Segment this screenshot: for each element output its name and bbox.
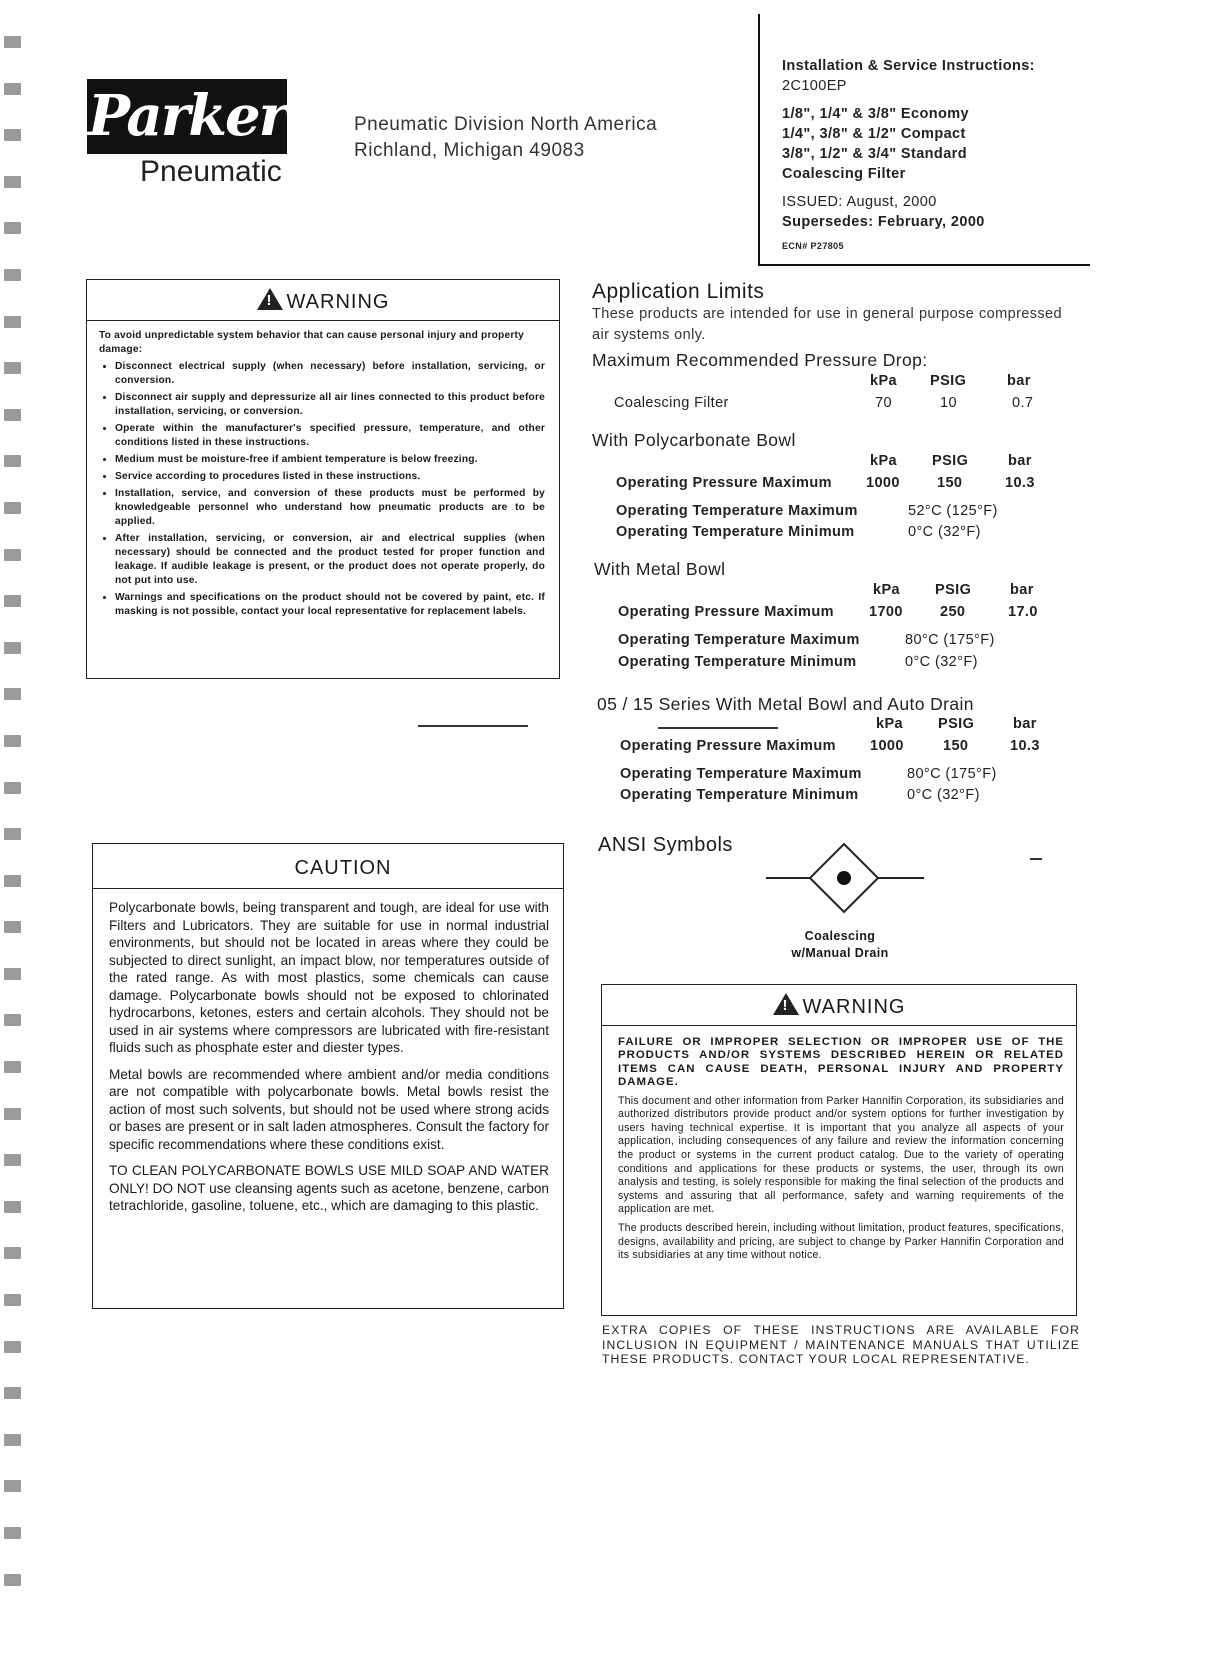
ansi-caption: Coalescing w/Manual Drain — [791, 929, 889, 960]
caution-box — [92, 843, 564, 1309]
scan-mark — [1030, 858, 1042, 860]
line-compact: 1/4", 3/8" & 1/2" Compact — [782, 126, 966, 142]
warning-item: • Medium must be moisture-free if ambient temperature is below freezing. — [115, 453, 545, 467]
warning-item: • Operate within the manufacturer's specified pressure, temperature, and other conditions listed in these instructions. — [115, 422, 545, 450]
division-city: Richland, Michigan 49083 — [354, 140, 585, 161]
extra-copies-note: EXTRA COPIES OF THESE INSTRUCTIONS ARE AVAILABLE FOR INCLUSION IN EQUIPMENT / MAINTENANCE MANUALS THAT UTILIZE THESE PRODUCTS. CONTACT YOUR LOCAL REPRESENTATIVE. — [602, 1323, 1080, 1366]
cleaning-rest: use cleansing agents such as acetone, benzene, carbon tetrachloride, gasoline, toluene, etc., which are damaging to this plastic. — [109, 1180, 549, 1213]
warning2-paragraph: The products described herein, including without limitation, product features, specifications, designs, availability and pricing, are subject to change by Parker Hannifin Corporation and its subsidiaries at any time without notice. — [618, 1221, 1064, 1262]
caution-body — [93, 889, 563, 1230]
caution-title: !CAUTION — [93, 844, 563, 889]
poly-bowl-title: With Polycarbonate Bowl — [592, 430, 796, 450]
warning-title: !WARNING — [87, 280, 559, 321]
warning-item: • Service according to procedures listed in these instructions. — [115, 470, 545, 484]
caution-paragraph: Metal bowls are recommended where ambient and/or media conditions are not compatible with polycarbonate bowls. Metal bowls resist the action of most such solvents, but should not be used where strong acids or bases are present or in salt laden atmospheres. Consult the factory for specific recommendations where these conditions exist. — [109, 1066, 549, 1152]
warning2-paragraph: This document and other information from Parker Hannifin Corporation, its subsidiaries and authorized distributors provide product and/or system options for further investigation by users having technical expertise. It is important that you analyze all aspects of your application, including consequences of any failure and review the information concerning the product or systems in the current product catalog. Due to the variety of operating conditions and applications for these products or systems, the user, through its own analysis and testing, is solely responsible for making the final selection of the products and systems and assuring that all performance, safety and warning requirements of the application are met. — [618, 1094, 1064, 1216]
line-economy: 1/8", 1/4" & 3/8" Economy — [782, 106, 969, 122]
line-filter: Coalescing Filter — [782, 166, 906, 182]
parker-logo: Parker — [87, 79, 287, 154]
application-limits-desc: These products are intended for use in general purpose compressed air systems only. — [592, 306, 1062, 343]
header-divider-vertical — [758, 14, 760, 266]
binder-holes — [4, 36, 24, 1620]
issued-date: ISSUED: August, 2000 — [782, 194, 937, 210]
warning-intro: To avoid unpredictable system behavior that can cause personal injury and property damage: — [99, 330, 524, 355]
warning-triangle-icon — [257, 288, 283, 310]
coalescing-filter-symbol-icon — [760, 840, 930, 920]
warning-triangle-icon — [773, 993, 799, 1015]
cleaning-caps: TO CLEAN POLYCARBONATE BOWLS USE MILD SOAP AND WATER ONLY! DO NOT — [109, 1163, 549, 1196]
logo-subtitle: Pneumatic — [140, 155, 282, 188]
instructions-title: Installation & Service Instructions: — [782, 58, 1035, 74]
document-header — [782, 56, 1035, 256]
series-title: 05 / 15 Series With Metal Bowl and Auto Drain — [597, 694, 974, 714]
warning-item: • Installation, service, and conversion of these products must be performed by knowledgeable personnel who understand how pneumatic products are to be applied. — [115, 487, 545, 529]
warning-box-liability — [601, 984, 1077, 1316]
ansi-symbols-title: ANSI Symbols — [598, 834, 733, 856]
pressure-drop-title: Maximum Recommended Pressure Drop: — [592, 350, 928, 370]
supersedes-date: Supersedes: February, 2000 — [782, 214, 985, 230]
warning-item: • After installation, servicing, or conversion, air and electrical supplies (when necessary) should be connected and the product tested for proper function and leakage. If audible leakage is present, or the product does not operate properly, do not put into use. — [115, 532, 545, 588]
caution-paragraph — [109, 1162, 549, 1215]
warning-item: • Warnings and specifications on the product should not be covered by paint, etc. If masking is not possible, contact your local representative for replacement labels. — [115, 591, 545, 619]
metal-bowl-title: With Metal Bowl — [594, 559, 726, 579]
warning-box-safety — [86, 279, 560, 679]
header-divider-horizontal — [758, 264, 1090, 266]
warning2-title: !WARNING — [602, 985, 1076, 1026]
warning-item: • Disconnect electrical supply (when necessary) before installation, servicing, or conversion. — [115, 360, 545, 388]
ecn-number: ECN# P27805 — [782, 241, 844, 251]
division-name: Pneumatic Division North America — [354, 114, 658, 135]
scan-mark — [418, 725, 528, 727]
warning-body — [87, 321, 559, 628]
scan-mark — [658, 727, 778, 729]
warning-item: • Disconnect air supply and depressurize all air lines connected to this product before installation, servicing, or conversion. — [115, 391, 545, 419]
warning2-body — [602, 1026, 1076, 1272]
warning2-lead: FAILURE OR IMPROPER SELECTION OR IMPROPER USE OF THE PRODUCTS AND/OR SYSTEMS DESCRIBED HEREIN OR RELATED ITEMS CAN CAUSE DEATH, PERSONAL INJURY AND PROPERTY DAMAGE. — [618, 1036, 1064, 1089]
document-number: 2C100EP — [782, 78, 847, 94]
warning-list — [99, 360, 545, 619]
warning-triangle-icon — [265, 854, 291, 876]
caution-paragraph: Polycarbonate bowls, being transparent and tough, are ideal for use with Filters and Lubricators. They are suitable for use in normal industrial environments, but should not be located in areas where they could be subjected to direct sunlight, an impact blow, nor temperatures outside of the rated range. As with most plastics, some chemicals can cause damage. Polycarbonate bowls should not be exposed to chlorinated hydrocarbons, ketones, esters and certain alcohols. They should not be used in air systems where compressors are lubricated with fire-resistant fluids such as phosphate ester and diester types. — [109, 900, 549, 1055]
division-address — [354, 112, 657, 164]
application-limits-title: Application Limits — [592, 280, 765, 303]
line-standard: 3/8", 1/2" & 3/4" Standard — [782, 146, 967, 162]
